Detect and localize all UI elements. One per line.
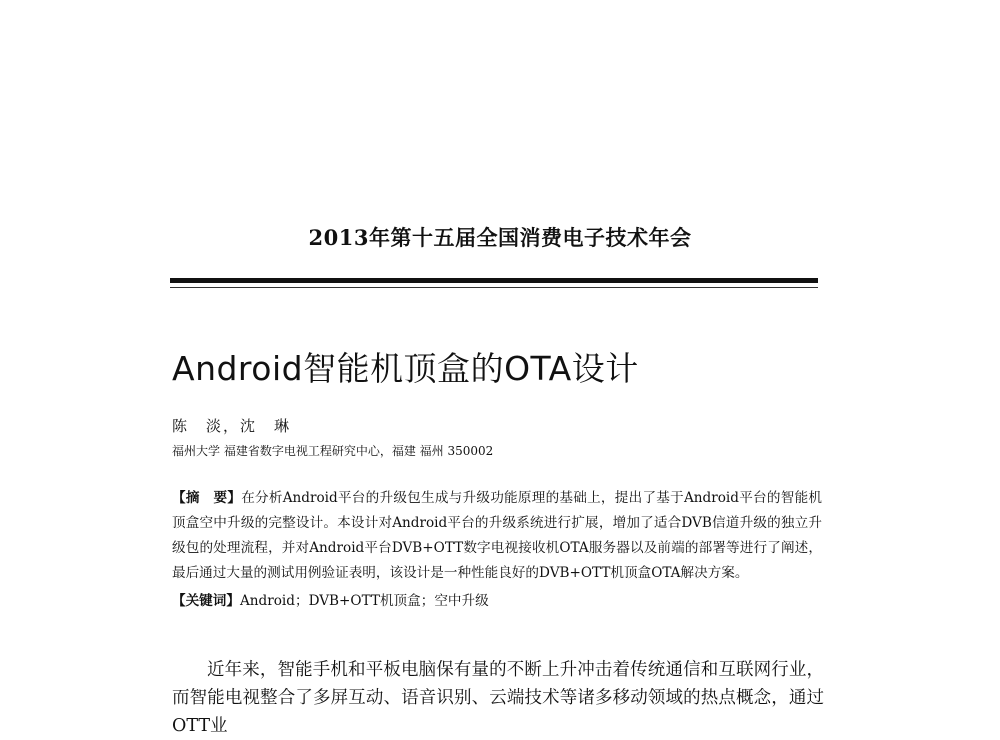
paper-title: Android智能机顶盒的OTA设计 xyxy=(172,349,639,388)
abstract-text: 在分析Android平台的升级包生成与升级功能原理的基础上，提出了基于Android平台的智能机顶盒空中升级的完整设计。本设计对Android平台的升级系统进行扩展，增加了适合DVB信道升级的独立升级包的处理流程，并对Android平台DVB+OTT数字电视接收机OTA服务器以及前端的部署等进行了阐述，最后通过大量的测试用例验证表明，该设计是一种性能良好的DVB+OTT机顶盒OTA解决方案。 xyxy=(172,490,822,581)
header-rule-thick xyxy=(170,278,818,283)
keywords-text: Android；DVB+OTT机顶盒；空中升级 xyxy=(239,593,489,609)
authors: 陈 淡，沈 琳 xyxy=(172,417,292,435)
header-rule-thin xyxy=(170,287,818,288)
abstract xyxy=(172,486,822,586)
keywords-label: 【关键词】 xyxy=(172,593,240,609)
affiliation: 福州大学 福建省数字电视工程研究中心，福建 福州 350002 xyxy=(172,444,494,458)
abstract-label: 【摘 要】 xyxy=(172,490,242,506)
body-paragraph: 近年来，智能手机和平板电脑保有量的不断上升冲击着传统通信和互联网行业，而智能电视整合了多屏互动、语音识别、云端技术等诸多移动领域的热点概念，通过OTT业 xyxy=(172,660,824,736)
keywords xyxy=(172,589,489,609)
conference-header: 2013年第十五届全国消费电子技术年会 xyxy=(308,225,692,250)
